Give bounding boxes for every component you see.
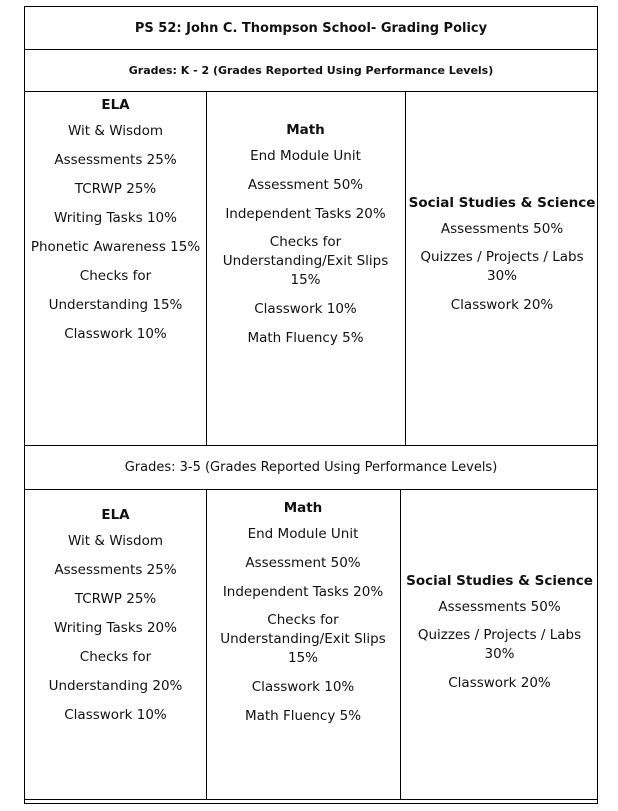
k2-ela-line: Checks for (79, 268, 152, 284)
k2-ela-line: Phonetic Awareness 15% (30, 239, 201, 255)
g35-math-line: Checks for Understanding/Exit Slips 15% (220, 612, 386, 666)
g35-sss-column (400, 573, 599, 702)
k2-math-line: Checks for Understanding/Exit Slips 15% (222, 234, 389, 288)
g35-ela-column (25, 507, 206, 734)
divider (25, 91, 597, 92)
g35-math-heading: Math (283, 500, 323, 516)
k2-math-line: Classwork 10% (254, 301, 357, 317)
g35-ela-heading: ELA (101, 507, 130, 523)
document-title: PS 52: John C. Thompson School- Grading Policy (134, 20, 488, 36)
g35-ela-line: Writing Tasks 20% (54, 620, 177, 636)
k2-sss-line: Quizzes / Projects / Labs 30% (420, 249, 584, 284)
divider (25, 489, 597, 490)
k2-math-line: Assessment 50% (247, 177, 364, 193)
g35-ela-line: Understanding 20% (48, 678, 183, 694)
k2-sss-line: Classwork 20% (450, 297, 554, 313)
g35-sss-line: Quizzes / Projects / Labs 30% (417, 627, 582, 662)
g35-ela-line: Classwork 10% (64, 707, 167, 723)
section-35-label: Grades: 3-5 (Grades Reported Using Performance Levels) (124, 459, 498, 475)
k2-ela-line: Classwork 10% (64, 326, 167, 342)
section-k2-label: Grades: K - 2 (Grades Reported Using Performance Levels) (128, 63, 494, 77)
g35-math-line: Independent Tasks 20% (222, 584, 384, 600)
k2-ela-line: Writing Tasks 10% (54, 210, 177, 226)
k2-ela-line: Wit & Wisdom (67, 123, 164, 139)
k2-ela-heading: ELA (101, 97, 130, 113)
g35-ela-line: Assessments 25% (54, 562, 177, 578)
g35-ela-line: Checks for (79, 649, 152, 665)
k2-math-line: Independent Tasks 20% (225, 206, 386, 222)
k2-sss-column (405, 195, 599, 324)
g35-math-line: Classwork 10% (251, 679, 355, 695)
divider (25, 799, 597, 800)
k2-ela-line: Assessments 25% (54, 152, 177, 168)
g35-ela-line: Wit & Wisdom (67, 533, 164, 549)
k2-math-heading: Math (286, 122, 325, 138)
k2-math-line: Math Fluency 5% (247, 330, 364, 346)
g35-math-line: Assessment 50% (245, 555, 361, 571)
g35-ela-line: TCRWP 25% (74, 591, 157, 607)
k2-sss-line: Assessments 50% (440, 221, 564, 237)
g35-math-column (206, 500, 400, 735)
grading-policy-document (24, 6, 598, 804)
k2-math-line: End Module Unit (250, 148, 361, 164)
g35-math-line: End Module Unit (247, 526, 359, 542)
k2-sss-heading: Social Studies & Science (408, 195, 596, 211)
k2-ela-line: TCRWP 25% (74, 181, 157, 197)
g35-sss-line: Classwork 20% (448, 675, 551, 691)
g35-math-line: Math Fluency 5% (244, 708, 362, 724)
g35-sss-line: Assessments 50% (438, 599, 561, 615)
k2-math-column (206, 122, 405, 357)
g35-sss-heading: Social Studies & Science (406, 573, 593, 589)
k2-ela-line: Understanding 15% (48, 297, 183, 313)
k2-ela-column (25, 97, 206, 353)
